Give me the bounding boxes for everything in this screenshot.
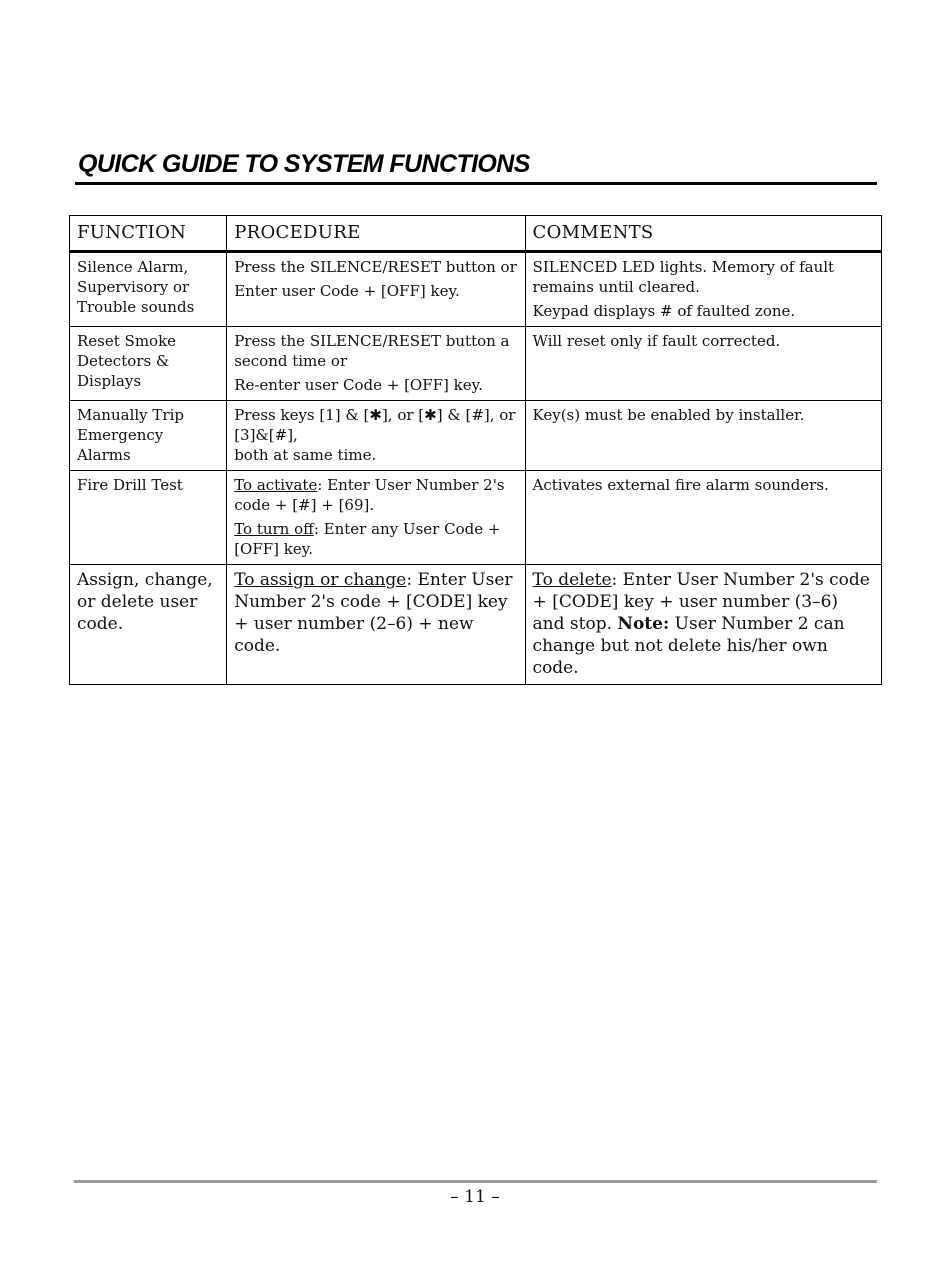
procedure-cell	[227, 565, 525, 685]
header-comments: COMMENTS	[525, 216, 881, 252]
comments-cell	[525, 252, 881, 327]
procedure-cell	[227, 471, 525, 565]
procedure-line: both at same time.	[234, 446, 377, 464]
function-cell: Assign, change, or delete user code.	[70, 565, 227, 685]
system-functions-table	[69, 215, 882, 685]
procedure-cell	[227, 401, 525, 471]
title-underline	[75, 182, 877, 185]
turn-off-text: : Enter any User Code + [OFF] key.	[234, 520, 501, 558]
table-row	[70, 327, 882, 401]
function-cell: Manually Trip Emergency Alarms	[70, 401, 227, 471]
procedure-line	[234, 519, 518, 559]
delete-text: : Enter User Number 2's code + [CODE] key + user number (3–6) and stop.	[532, 570, 870, 634]
table-row	[70, 252, 882, 327]
page-title: QUICK GUIDE TO SYSTEM FUNCTIONS	[78, 150, 530, 178]
function-cell: Fire Drill Test	[70, 471, 227, 565]
comment-line: Keypad displays # of faulted zone.	[532, 302, 796, 320]
page-number: – 11 –	[450, 1187, 500, 1207]
procedure-cell	[227, 252, 525, 327]
activate-label: To activate	[234, 476, 318, 494]
table-row	[70, 401, 882, 471]
header-procedure: PROCEDURE	[227, 216, 525, 252]
table-row	[70, 565, 882, 685]
procedure-line: Press the SILENCE/RESET button a second time or	[234, 332, 510, 370]
assign-text: : Enter User Number 2's code + [CODE] key + user number (2–6) + new code.	[234, 570, 513, 656]
procedure-line: Enter user Code + [OFF] key.	[234, 282, 460, 300]
comments-cell	[525, 401, 881, 471]
table-row	[70, 471, 882, 565]
function-cell: Silence Alarm, Supervisory or Trouble sounds	[70, 252, 227, 327]
comment-line: Key(s) must be enabled by installer.	[532, 406, 805, 424]
function-cell: Reset Smoke Detectors & Displays	[70, 327, 227, 401]
procedure-line: Press keys [1] & [✱], or [✱] & [#], or [3]&[#],	[234, 406, 516, 444]
procedure-cell	[227, 327, 525, 401]
delete-label: To delete	[532, 570, 612, 590]
assign-label: To assign or change	[234, 570, 407, 590]
turn-off-label: To turn off	[234, 520, 314, 538]
footer-rule	[74, 1180, 877, 1183]
activate-text: : Enter User Number 2's code + [#] + [69].	[234, 476, 505, 514]
procedure-line: Press the SILENCE/RESET button or	[234, 258, 517, 276]
note-label: Note:	[617, 614, 670, 634]
header-function: FUNCTION	[70, 216, 227, 252]
comments-cell	[525, 471, 881, 565]
comment-line: Activates external fire alarm sounders.	[532, 476, 829, 494]
comments-cell	[525, 327, 881, 401]
table-header-row	[70, 216, 882, 252]
procedure-line: Re-enter user Code + [OFF] key.	[234, 376, 483, 394]
comment-line: Will reset only if fault corrected.	[532, 332, 781, 350]
note-text: User Number 2 can change but not delete his/her own code.	[532, 614, 845, 678]
comment-line: SILENCED LED lights. Memory of fault remains until cleared.	[532, 258, 835, 296]
procedure-line	[234, 475, 518, 515]
comments-cell	[525, 565, 881, 685]
